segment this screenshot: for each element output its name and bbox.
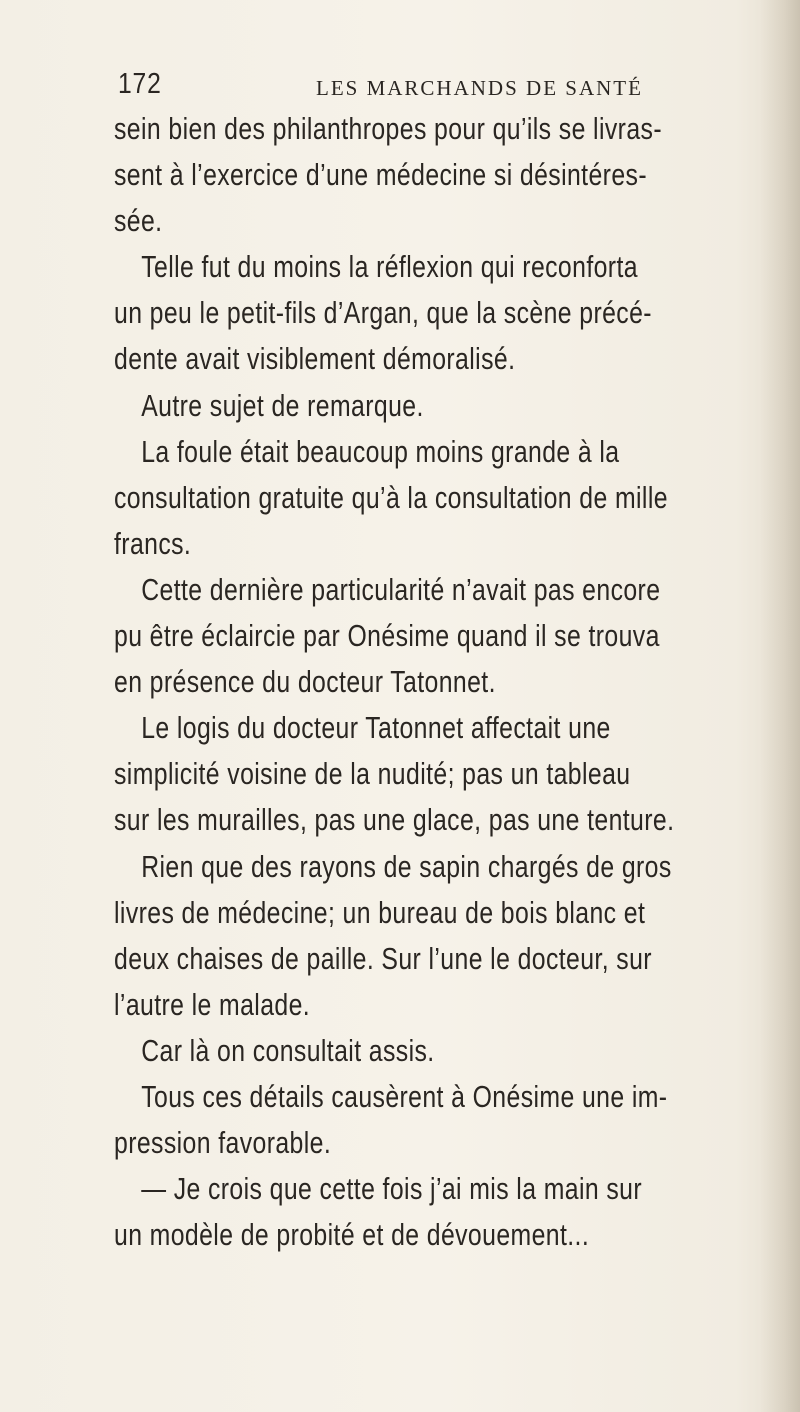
text-line: Tous ces détails causèrent à Onésime une im- bbox=[141, 1078, 668, 1114]
text-line: sent à l’exercice d’une médecine si désintéres- bbox=[114, 157, 647, 193]
text-line: livres de médecine; un bureau de bois blanc et bbox=[114, 894, 646, 930]
text-line: sée. bbox=[114, 203, 163, 239]
text-line: Telle fut du moins la réflexion qui reconforta bbox=[141, 249, 638, 285]
text-line: l’autre le malade. bbox=[114, 986, 311, 1022]
running-head bbox=[118, 68, 678, 108]
page-number: 172 bbox=[118, 68, 162, 100]
text-line: Autre sujet de remarque. bbox=[141, 387, 424, 423]
text-line: dente avait visiblement démoralisé. bbox=[114, 341, 516, 377]
text-line: Cette dernière particularité n’avait pas encore bbox=[141, 571, 661, 607]
text-line: sur les murailles, pas une glace, pas une tenture. bbox=[114, 802, 675, 838]
text-line: francs. bbox=[114, 525, 192, 561]
text-line: pu être éclaircie par Onésime quand il se trouva bbox=[114, 618, 660, 654]
text-line: deux chaises de paille. Sur l’une le docteur, sur bbox=[114, 940, 652, 976]
text-line: consultation gratuite qu’à la consultation de mille bbox=[114, 479, 668, 515]
running-title: LES MARCHANDS DE SANTÉ bbox=[316, 76, 643, 100]
text-line: un peu le petit-fils d’Argan, que la scène précé- bbox=[114, 295, 652, 331]
body-text bbox=[114, 106, 794, 1258]
text-line: pression favorable. bbox=[114, 1125, 332, 1161]
text-line: un modèle de probité et de dévouement... bbox=[114, 1217, 590, 1253]
text-line: Car là on consultait assis. bbox=[141, 1032, 435, 1068]
text-line: La foule était beaucoup moins grande à la bbox=[141, 433, 620, 469]
text-line: simplicité voisine de la nudité; pas un tableau bbox=[114, 756, 631, 792]
text-line: Le logis du docteur Tatonnet affectait une bbox=[141, 710, 611, 746]
text-line: en présence du docteur Tatonnet. bbox=[114, 664, 496, 700]
text-line: sein bien des philanthropes pour qu’ils se livras- bbox=[114, 111, 662, 146]
text-line: Rien que des rayons de sapin chargés de gros bbox=[141, 848, 672, 884]
text-line: — Je crois que cette fois j’ai mis la main sur bbox=[141, 1171, 642, 1207]
